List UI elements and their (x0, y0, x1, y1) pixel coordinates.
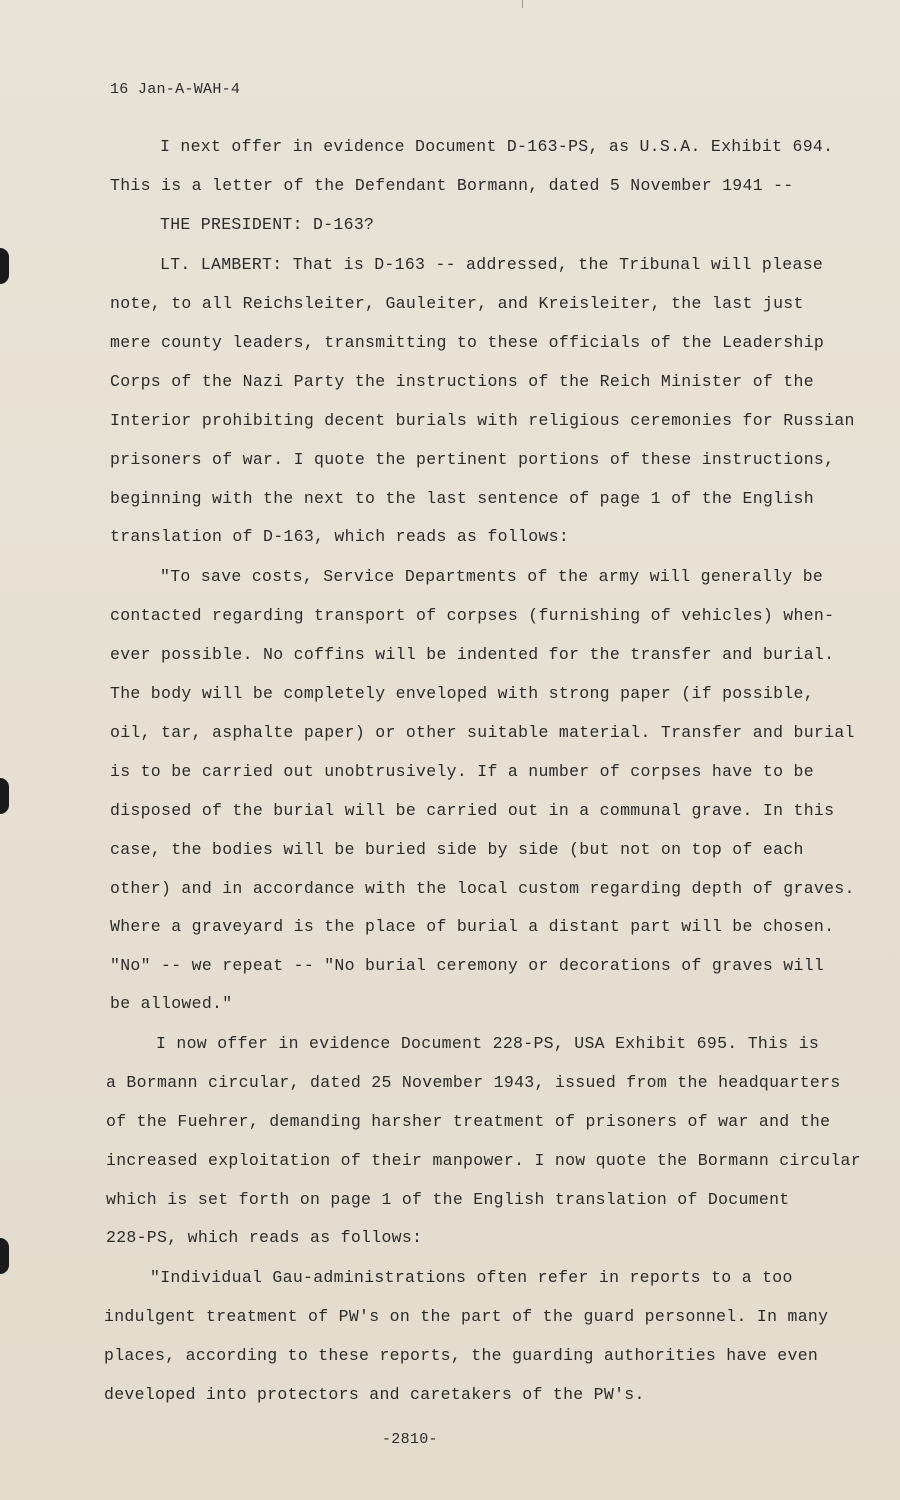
page-header: 16 Jan-A-WAH-4 (110, 81, 241, 98)
text-line: "To save costs, Service Departments of the army will generally be (160, 567, 824, 586)
text-line: mere county leaders, transmitting to these officials of the Leadership (110, 333, 825, 352)
text-line: a Bormann circular, dated 25 November 1943, issued from the headquarters (106, 1073, 841, 1092)
text-line: contacted regarding transport of corpses (furnishing of vehicles) when- (110, 606, 835, 625)
text-line: THE PRESIDENT: D-163? (160, 215, 375, 234)
text-line: is to be carried out unobtrusively. If a number of corpses have to be (110, 762, 814, 781)
text-line: places, according to these reports, the guarding authorities have even (104, 1346, 819, 1365)
text-line: I now offer in evidence Document 228-PS, USA Exhibit 695. This is (156, 1034, 820, 1053)
text-line: developed into protectors and caretakers of the PW's. (104, 1385, 645, 1404)
text-line: This is a letter of the Defendant Bormann, dated 5 November 1941 -- (110, 176, 794, 195)
text-line: translation of D-163, which reads as follows: (110, 527, 570, 546)
text-line: I next offer in evidence Document D-163-PS, as U.S.A. Exhibit 694. (160, 137, 834, 156)
fold-mark (522, 0, 523, 8)
text-line: The body will be completely enveloped with strong paper (if possible, (110, 684, 814, 703)
page-number: -2810- (382, 1431, 438, 1448)
text-line: prisoners of war. I quote the pertinent portions of these instructions, (110, 450, 835, 469)
text-line: be allowed." (110, 994, 233, 1013)
text-line: other) and in accordance with the local custom regarding depth of graves. (110, 879, 855, 898)
text-line: Where a graveyard is the place of burial a distant part will be chosen. (110, 917, 835, 936)
text-line: oil, tar, asphalte paper) or other suitable material. Transfer and burial (110, 723, 855, 742)
text-line: note, to all Reichsleiter, Gauleiter, and Kreisleiter, the last just (110, 294, 804, 313)
text-line: Corps of the Nazi Party the instructions of the Reich Minister of the (110, 372, 814, 391)
text-line: 228-PS, which reads as follows: (106, 1228, 423, 1247)
text-line: ever possible. No coffins will be indented for the transfer and burial. (110, 645, 835, 664)
punch-hole-middle (0, 778, 9, 814)
text-line: of the Fuehrer, demanding harsher treatment of prisoners of war and the (106, 1112, 831, 1131)
punch-hole-top (0, 248, 9, 284)
text-line: increased exploitation of their manpower. I now quote the Bormann circular (106, 1151, 861, 1170)
text-line: case, the bodies will be buried side by side (but not on top of each (110, 840, 804, 859)
text-line: beginning with the next to the last sentence of page 1 of the English (110, 489, 814, 508)
text-line: "Individual Gau-administrations often refer in reports to a too (150, 1268, 793, 1287)
punch-hole-bottom (0, 1238, 9, 1274)
text-line: Interior prohibiting decent burials with religious ceremonies for Russian (110, 411, 855, 430)
text-line: LT. LAMBERT: That is D-163 -- addressed, the Tribunal will please (160, 255, 824, 274)
text-line: indulgent treatment of PW's on the part of the guard personnel. In many (104, 1307, 829, 1326)
text-line: disposed of the burial will be carried out in a communal grave. In this (110, 801, 835, 820)
text-line: "No" -- we repeat -- "No burial ceremony or decorations of graves will (110, 956, 825, 975)
text-line: which is set forth on page 1 of the English translation of Document (106, 1190, 790, 1209)
